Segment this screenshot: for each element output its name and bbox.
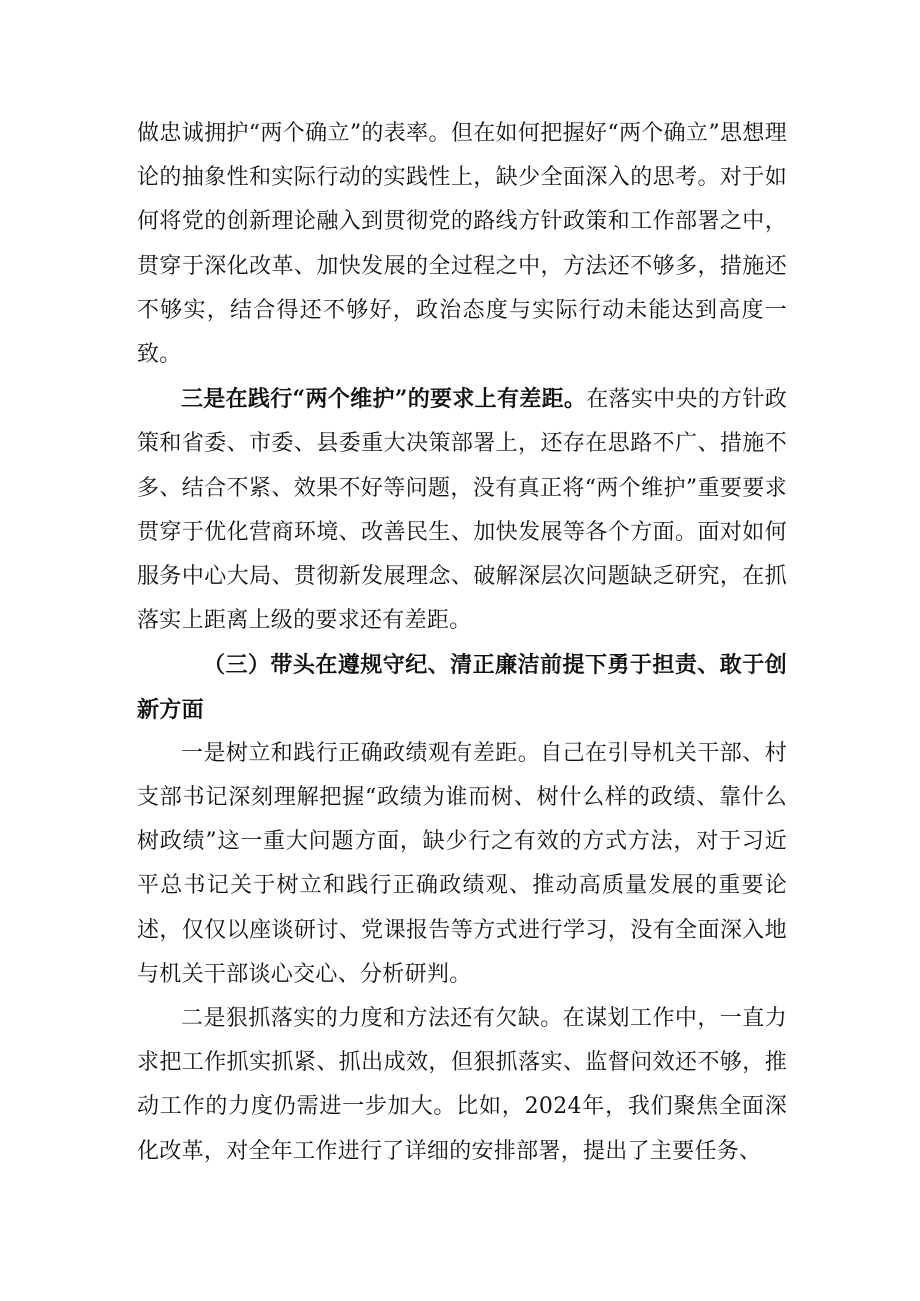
document-body <box>137 112 787 1174</box>
section-heading-text: （三）带头在遵规守纪、清正廉洁前提下勇于担责、敢于创新方面 <box>137 652 787 723</box>
paragraph-text: 在落实中央的方针政策和省委、市委、县委重大决策部署上，还存在思路不广、措施不多、结合不紧、效果不好等问题，没有真正将“两个维护”重要要求贯穿于优化营商环境、改善民生、加快发展等各个方面。面对如何服务中心大局、贯彻新发展理念、破解深层次问题缺乏研究，在抓落实上距离上级的要求还有差距。 <box>137 387 788 634</box>
paragraph-text: 二是狠抓落实的力度和方法还有欠缺。在谋划工作中，一直力求把工作抓实抓紧、抓出成效，但狠抓落实、监督问效还不够，推动工作的力度仍需进一步加大。比如，2024年，我们聚焦全面深化改革，对全年工作进行了详细的安排部署，提出了主要任务、 <box>137 1006 787 1164</box>
section-heading-three <box>137 643 787 731</box>
paragraph-two-safeguards <box>137 377 787 643</box>
paragraph-text: 一是树立和践行正确政绩观有差距。自己在引导机关干部、村支部书记深刻理解把握“政绩为谁而树、树什么样的政绩、靠什么树政绩”这一重大问题方面，缺少行之有效的方式方法，对于习近平总书记关于树立和践行正确政绩观、推动高质量发展的重要论述，仅仅以座谈研讨、党课报告等方式进行学习，没有全面深入地与机关干部谈心交心、分析研判。 <box>137 740 787 987</box>
paragraph-implementation <box>137 997 787 1174</box>
paragraph-performance-view <box>137 732 787 997</box>
paragraph-text: 做忠诚拥护“两个确立”的表率。但在如何把握好“两个确立”思想理论的抽象性和实际行动的实践性上，缺少全面深入的思考。对于如何将党的创新理论融入到贯彻党的路线方针政策和工作部署之中，贯穿于深化改革、加快发展的全过程之中，方法还不够多，措施还不够实，结合得还不够好，政治态度与实际行动未能达到高度一致。 <box>137 121 787 368</box>
paragraph-lead-sentence: 三是在践行“两个维护”的要求上有差距。 <box>181 386 587 413</box>
paragraph-two-establishments <box>137 112 787 377</box>
